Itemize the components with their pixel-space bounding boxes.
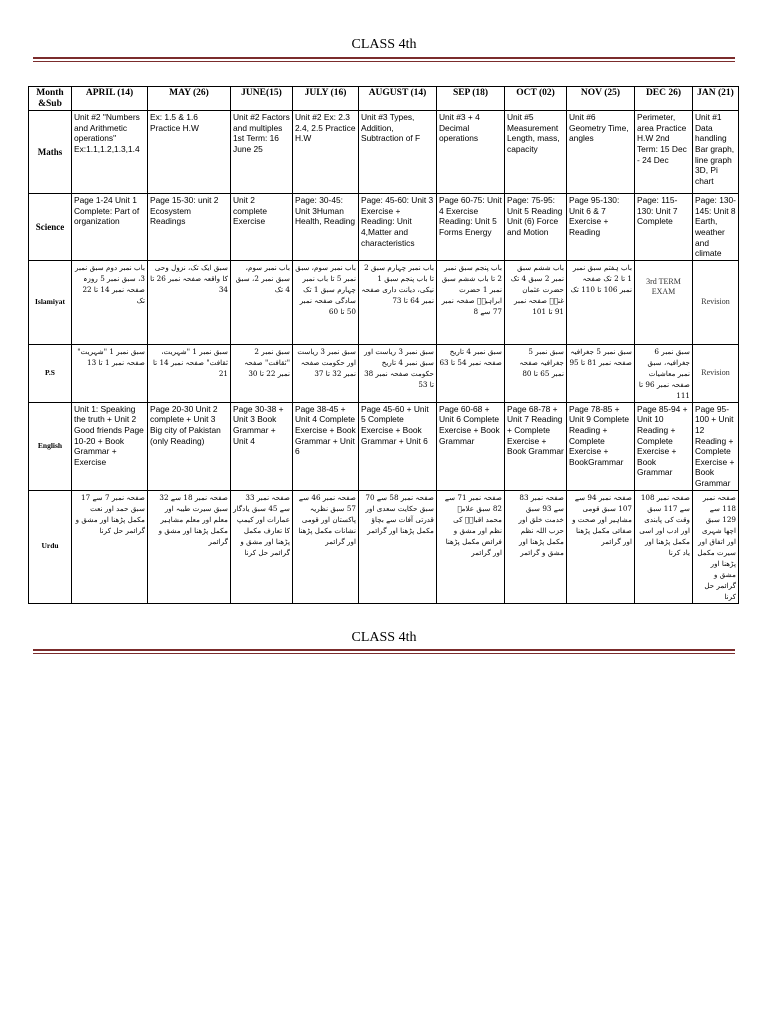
table-cell: Ex: 1.5 & 1.6 Practice H.W <box>148 111 231 194</box>
table-cell: صفحہ نمبر 94 سے 107 سبق قومی مشاہیر اور صحت و صفائی مکمل پڑھنا اور گرائمر <box>567 490 635 603</box>
table-cell: Page 1-24 Unit 1 Complete: Part of organization <box>72 194 148 261</box>
table-cell: صفحہ نمبر 7 سے 17 سبق حمد اور نعت مکمل پڑھنا اور مشق و گرائمر حل کرنا <box>72 490 148 603</box>
col-header: JULY (16) <box>293 87 359 111</box>
table-cell: صفحہ نمبر 108 سے 117 سبق وقت کی پابندی اور ادب اور اسی مکمل پڑھنا اور یاد کرنا <box>635 490 693 603</box>
table-cell: Page: 130-145: Unit 8 Earth, weather and climate <box>693 194 739 261</box>
subject-label: Urdu <box>29 490 72 603</box>
table-cell: باب نمبر چہارم سبق 2 تا باب پنجم سبق 1 نیکی، دیانت داری صفحہ نمبر 64 تا 73 <box>359 260 437 344</box>
col-header: AUGUST (14) <box>359 87 437 111</box>
table-cell: Page 95-100 + Unit 12 Reading + Complete Exercise + Book Grammar <box>693 402 739 490</box>
table-cell: Unit #2 Factors and multiples 1st Term: 16 June 25 <box>231 111 293 194</box>
table-row <box>29 111 739 194</box>
table-cell: سبق نمبر 5 جغرافیہ صفحہ نمبر 65 تا 80 <box>505 344 567 402</box>
table-cell: Page 85-94 + Unit 10 Reading + Complete Exercise + Book Grammar <box>635 402 693 490</box>
table-cell: سبق ایک تک، نزول وحی کا واقعہ صفحہ نمبر 26 تا 34 <box>148 260 231 344</box>
table-cell: 3rd TERM EXAM <box>635 260 693 344</box>
table-cell: باب نمبر دوم سبق نمبر 3، سبق نمبر 5 روزہ صفحہ نمبر 14 تا 22 تک <box>72 260 148 344</box>
table-cell: سبق نمبر 6 جغرافیہ، سبق نمبر معاشیات صفحہ نمبر 96 تا 111 <box>635 344 693 402</box>
col-header: MAY (26) <box>148 87 231 111</box>
table-cell: Page 15-30: unit 2 Ecosystem Readings <box>148 194 231 261</box>
table-cell: Unit 2 complete Exercise <box>231 194 293 261</box>
table-cell: باب نمبر سوم، سبق نمبر 2، سبق 4 تک <box>231 260 293 344</box>
table-row <box>29 490 739 603</box>
table-cell: سبق نمبر 1 "شہریت" صفحہ نمبر 1 تا 13 <box>72 344 148 402</box>
table-cell: صفحہ نمبر 118 سے 129 سبق اچھا شہری اور اتفاق اور سیرت مکمل پڑھنا اور مشق و گرائمر حل کرنا <box>693 490 739 603</box>
table-cell: Page 20-30 Unit 2 complete + Unit 3 Big city of Pakistan (only Reading) <box>148 402 231 490</box>
table-cell: Unit #6 Geometry Time, angles <box>567 111 635 194</box>
table-cell: صفحہ نمبر 46 سے 57 سبق نظریہ پاکستان اور قومی نشانات مکمل پڑھنا اور گرائمر <box>293 490 359 603</box>
table-cell: Page 95-130: Unit 6 & 7 Exercise + Reading <box>567 194 635 261</box>
table-cell: Unit #2 "Numbers and Arithmetic operations" Ex:1.1,1.2,1.3,1.4 <box>72 111 148 194</box>
table-cell: صفحہ نمبر 18 سے 32 سبق سیرت طیبہ اور معلم اور معلم مشاہیر مکمل پڑھنا اور مشق و گرائمر <box>148 490 231 603</box>
table-cell: Page: 45-60: Unit 3 Exercise + Reading: Unit 4,Matter and characteristics <box>359 194 437 261</box>
col-header: JUNE(15) <box>231 87 293 111</box>
col-header: SEP (18) <box>437 87 505 111</box>
page-title-2: CLASS 4th <box>351 630 417 645</box>
table-cell: Page 45-60 + Unit 5 Complete Exercise + Book Grammar + Unit 6 <box>359 402 437 490</box>
col-header: DEC 26) <box>635 87 693 111</box>
col-header: Month &Sub <box>29 87 72 111</box>
subject-label: Maths <box>29 111 72 194</box>
table-cell: سبق نمبر 5 جغرافیہ صفحہ نمبر 81 تا 95 <box>567 344 635 402</box>
table-row <box>29 194 739 261</box>
table-cell: Unit #3 + 4 Decimal operations <box>437 111 505 194</box>
table-cell: Unit 1: Speaking the truth + Unit 2 Good friends Page 10-20 + Book Grammar + Exercise <box>72 402 148 490</box>
subject-label: P.S <box>29 344 72 402</box>
table-cell: باب ہفتم سبق نمبر 1 تا 2 تک صفحہ نمبر 106 تا 110 تک <box>567 260 635 344</box>
table-cell: Page 30-38 + Unit 3 Book Grammar + Unit 4 <box>231 402 293 490</box>
table-row <box>29 260 739 344</box>
table-row <box>29 402 739 490</box>
table-cell: Unit #5 Measurement Length, mass, capacity <box>505 111 567 194</box>
table-cell: Unit #1 Data handling Bar graph, line graph 3D, Pi chart <box>693 111 739 194</box>
table-cell: باب نمبر سوم، سبق نمبر 5 تا باب نمبر چہارم سبق 1 تک سادگی صفحہ نمبر 50 تا 60 <box>293 260 359 344</box>
header-row <box>29 87 739 111</box>
table-cell: سبق نمبر 2 "ثقافت" صفحہ نمبر 22 تا 30 <box>231 344 293 402</box>
table-cell: Page 68-78 + Unit 7 Reading + Complete Exercise + Book Grammar <box>505 402 567 490</box>
table-cell: Page: 30-45: Unit 3Human Health, Reading <box>293 194 359 261</box>
table-cell: Perimeter, area Practice H.W 2nd Term: 15 Dec - 24 Dec <box>635 111 693 194</box>
col-header: APRIL (14) <box>72 87 148 111</box>
col-header: JAN (21) <box>693 87 739 111</box>
table-cell: Page 78-85 + Unit 9 Complete Reading + Complete Exercise + BookGrammar <box>567 402 635 490</box>
table-cell: سبق نمبر 3 ریاست اور سبق نمبر 4 تاریخ حکومت صفحہ نمبر 38 تا 53 <box>359 344 437 402</box>
table-cell: باب ششم سبق نمبر 2 سبق 4 تک حضرت عثمان غنیؓ صفحہ نمبر 91 تا 101 <box>505 260 567 344</box>
table-cell: Page 60-68 + Unit 6 Complete Exercise + Book Grammar <box>437 402 505 490</box>
table-cell: صفحہ نمبر 58 سے 70 سبق حکایت سعدی اور قدرتی آفات سے بچاؤ مکمل پڑھنا اور گرائمر <box>359 490 437 603</box>
col-header: NOV (25) <box>567 87 635 111</box>
table-cell: سبق نمبر 1 "شہریت، ثقافت" صفحہ نمبر 14 تا 21 <box>148 344 231 402</box>
syllabus-table <box>28 86 739 604</box>
title-divider-2 <box>33 649 735 654</box>
table-cell: صفحہ نمبر 33 سے 45 سبق یادگار عمارات اور کیمپ کا تعارف مکمل پڑھنا اور مشق و گرائمر حل کرنا <box>231 490 293 603</box>
table-cell: Unit #3 Types, Addition, Subtraction of F <box>359 111 437 194</box>
page-title: CLASS 4th <box>351 37 417 52</box>
table-cell: Revision <box>693 344 739 402</box>
title-divider <box>33 57 735 62</box>
table-cell: صفحہ نمبر 71 سے 82 سبق علامہ محمد اقبالؒ کی نظم اور مشق و فرائض مکمل پڑھنا اور گرائمر <box>437 490 505 603</box>
table-cell: Page: 115-130: Unit 7 Complete <box>635 194 693 261</box>
subject-label: English <box>29 402 72 490</box>
table-cell: سبق نمبر 3 ریاست اور حکومت صفحہ نمبر 32 تا 37 <box>293 344 359 402</box>
table-cell: Unit #2 Ex: 2.3 2.4, 2.5 Practice H.W <box>293 111 359 194</box>
table-cell: Revision <box>693 260 739 344</box>
table-cell: سبق نمبر 4 تاریخ صفحہ نمبر 54 تا 63 <box>437 344 505 402</box>
table-cell: صفحہ نمبر 83 سے 93 سبق خدمت خلق اور حزب اللہ نظم مکمل پڑھنا اور مشق و گرائمر <box>505 490 567 603</box>
subject-label: Islamiyat <box>29 260 72 344</box>
table-cell: باب پنجم سبق نمبر 2 تا باب ششم سبق نمبر 1 حضرت ابراہیمؑ صفحہ نمبر 77 سے 8 <box>437 260 505 344</box>
col-header: OCT (02) <box>505 87 567 111</box>
table-cell: Page 38-45 + Unit 4 Complete Exercise + Book Grammar + Unit 6 <box>293 402 359 490</box>
table-row <box>29 344 739 402</box>
subject-label: Science <box>29 194 72 261</box>
table-cell: Page 60-75: Unit 4 Exercise Reading: Unit 5 Forms Energy <box>437 194 505 261</box>
table-cell: Page: 75-95: Unit 5 Reading Unit (6) Force and Motion <box>505 194 567 261</box>
